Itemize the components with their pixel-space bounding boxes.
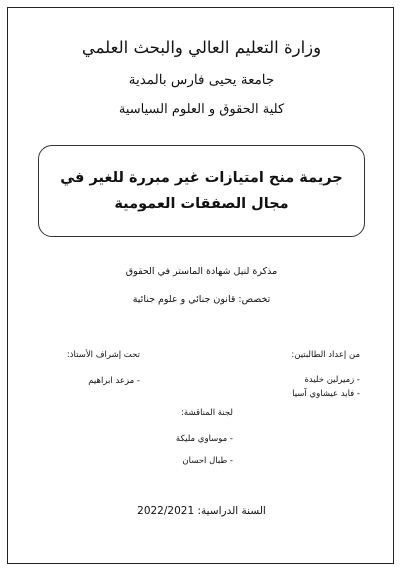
supervisor-name: - مزعد ابراهيم — [88, 376, 140, 386]
ministry-heading: وزارة التعليم العالي والبحث العلمي — [81, 38, 322, 57]
academic-year: السنة الدراسية: 2022/2021 — [137, 505, 266, 517]
page-border — [7, 7, 394, 564]
students-heading: من إعداد الطالبتين: — [291, 350, 360, 360]
thesis-title: جريمة منح امتيازات غير مبررة للغير في مجال الصفقات العمومية — [60, 170, 343, 212]
thesis-title-box — [38, 145, 365, 237]
supervisor-heading: تحت إشراف الأستاذ: — [66, 350, 140, 360]
student-name: - فايد عيشاوي آسيا — [292, 389, 360, 399]
committee-heading: لجنة المناقشة: — [181, 408, 233, 418]
student-name: - زميرلين خليدة — [304, 375, 360, 385]
university-name: جامعة يحيى فارس بالمدية — [128, 72, 275, 88]
specialty-line: تخصص: قانون جنائي و علوم جنائية — [132, 294, 271, 305]
committee-member: - موساوي مليكة — [175, 434, 233, 444]
memo-subtitle: مذكرة لنيل شهادة الماستر في الحقوق — [125, 266, 278, 277]
faculty-name: كلية الحقوق و العلوم السياسية — [118, 102, 285, 117]
committee-member: - طبال احسان — [182, 456, 233, 466]
